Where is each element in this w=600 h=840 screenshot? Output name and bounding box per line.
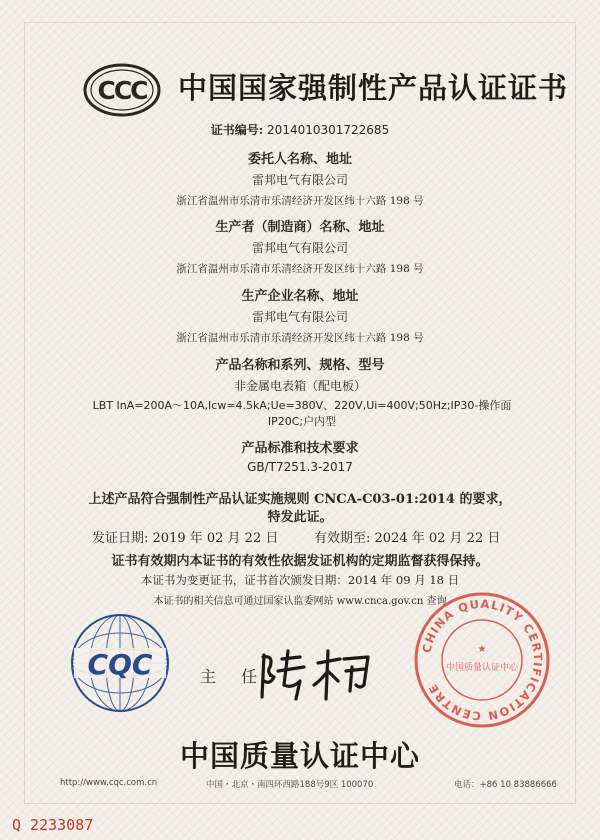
svg-text:CHINA QUALITY CERTIFICATION CE [419, 597, 545, 723]
standard-heading: 产品标准和技术要求 [241, 441, 359, 456]
factory-name: 雷邦电气有限公司 [251, 310, 348, 324]
svg-text:★: ★ [477, 644, 487, 655]
footer-phone: 电话：+86 10 83886666 [454, 780, 557, 790]
certificate-title: 中国国家强制性产品认证证书 [178, 71, 569, 105]
expiry-date [314, 527, 500, 546]
issue-date [92, 527, 278, 546]
ccc-logo [82, 62, 162, 118]
seal-ring-text: CHINA QUALITY CERTIFICATION CENTRE [419, 596, 546, 724]
cert-number-value: 2014010301722685 [267, 123, 390, 137]
change-note: 本证书为变更证书，证书首次颁发日期：2014 年 09 月 18 日 [140, 573, 460, 587]
conformity-line-1: 上述产品符合强制性产品认证实施规则 CNCA-C03-01:2014 的要求， [88, 492, 512, 507]
serial-number: Q 2233087 [12, 816, 94, 834]
issuer-name: 中国质量认证中心 [179, 739, 420, 773]
issue-date-value: 2019 年 02 月 22 日 [152, 531, 279, 546]
expiry-date-value: 2024 年 02 月 22 日 [374, 531, 501, 546]
validity-note: 证书有效期内本证书的有效性依据发证机构的定期监督获得保持。 [111, 554, 489, 569]
ccc-logo-text: CCC [97, 76, 147, 105]
ccc-seal [412, 590, 552, 730]
seal-inner-text: 中国质量认证中心 [445, 663, 519, 673]
product-heading: 产品名称和系列、规格、型号 [215, 358, 385, 373]
product-name: 非金属电表箱（配电板） [233, 379, 366, 393]
certificate-number [0, 121, 600, 138]
manufacturer-name: 雷邦电气有限公司 [251, 241, 348, 255]
footer-address: 中国・北京・南四环西路188号9区 100070 [206, 780, 374, 790]
query-note: 本证书的相关信息可通过国家认监委网站 www.cnca.gov.cn 查询 [153, 596, 447, 607]
client-name: 雷邦电气有限公司 [251, 173, 348, 187]
conformity-line-2: 特发此证。 [267, 510, 333, 525]
factory-heading: 生产企业名称、地址 [241, 289, 359, 304]
expiry-date-label: 有效期至: [314, 531, 371, 546]
director-label: 主 任: [200, 667, 283, 686]
client-address: 浙江省温州市乐清市乐清经济开发区纬十六路 198 号 [176, 195, 424, 207]
footer-website: http://www.cqc.com.cn [60, 778, 158, 788]
manufacturer-heading: 生产者（制造商）名称、地址 [215, 220, 385, 235]
product-description: LBT InA=200A～10A,Icw=4.5kA;Ue=380V、220V,Ui=400V;50Hz;IP30-操作面 IP20C;户内型 [92, 399, 512, 428]
manufacturer-address: 浙江省温州市乐清市乐清经济开发区纬十六路 198 号 [176, 263, 424, 275]
cqc-logo-text: CQC [87, 648, 153, 681]
standard-value: GB/T7251.3-2017 [247, 460, 353, 474]
factory-address: 浙江省温州市乐清市乐清经济开发区纬十六路 198 号 [176, 332, 424, 344]
cqc-logo [60, 608, 180, 718]
client-heading: 委托人名称、地址 [247, 152, 352, 167]
cert-number-label: 证书编号: [210, 123, 264, 137]
director-signature [248, 645, 378, 705]
issue-date-label: 发证日期: [92, 531, 149, 546]
